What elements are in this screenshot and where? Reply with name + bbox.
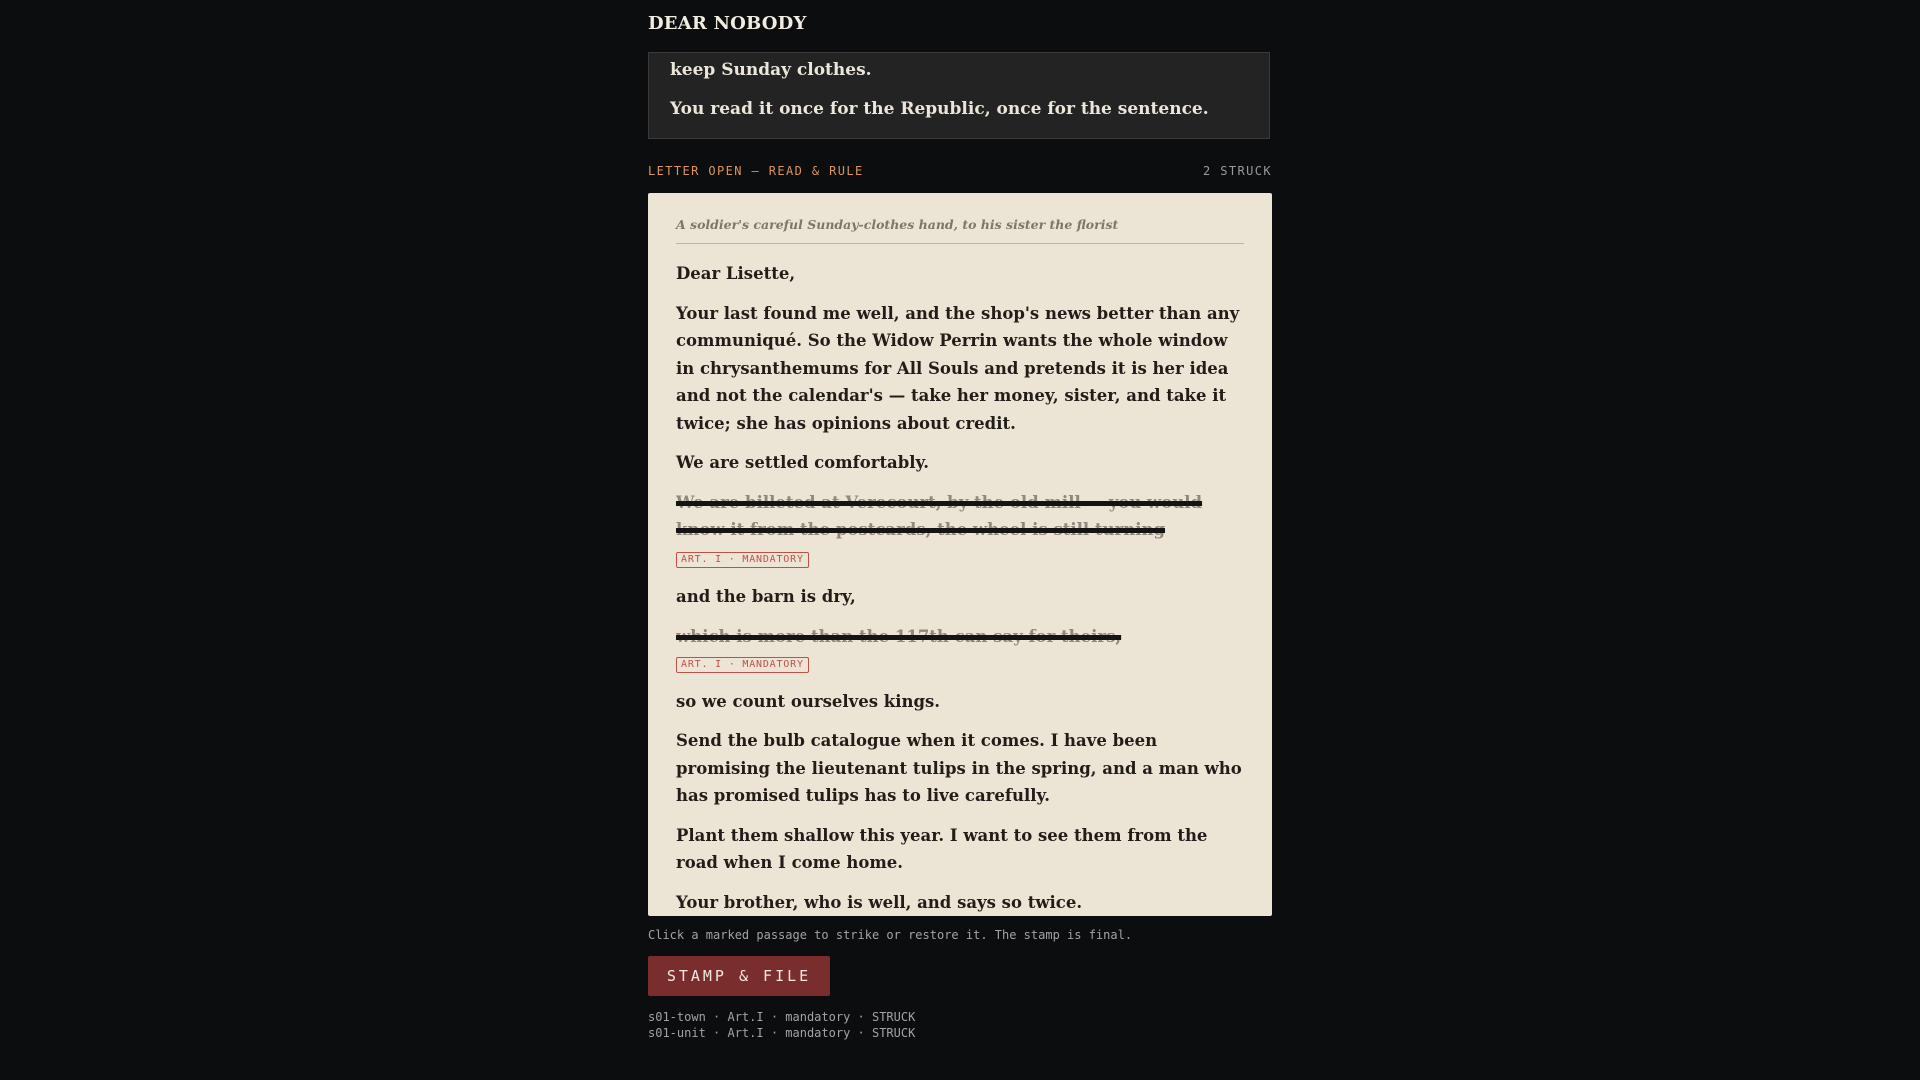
briefing-line-2: You read it once for the Republic, once for the sentence. bbox=[670, 99, 1209, 119]
log-entry: s01-town · Art.I · mandatory · STRUCK bbox=[648, 1010, 916, 1024]
letter-paragraph-2: We are settled comfortably. bbox=[676, 453, 929, 472]
game-title: DEAR NOBODY bbox=[648, 13, 807, 34]
article-tag-town: ART. I · MANDATORY bbox=[676, 552, 809, 568]
struck-passage-unit[interactable]: which is more than the 117th can say for theirs, bbox=[676, 626, 1122, 646]
briefing-line-1: keep Sunday clothes. bbox=[670, 60, 872, 80]
struck-counter bbox=[1203, 164, 1272, 178]
letter-paragraph-6: Plant them shallow this year. I want to see them from the road when I come home. bbox=[676, 825, 1208, 872]
letter-paragraph-4: so we count ourselves kings. bbox=[676, 691, 941, 711]
letter-sheet bbox=[648, 193, 1272, 916]
mode-label: LETTER OPEN — READ & RULE bbox=[648, 164, 864, 178]
instruction-hint: Click a marked passage to strike or restore it. The stamp is final. bbox=[648, 928, 1133, 942]
letter-provenance: A soldier's careful Sunday-clothes hand, to his sister the florist bbox=[676, 217, 1244, 244]
letter-salutation: Dear Lisette, bbox=[676, 264, 796, 283]
letter-paragraph-1: Your last found me well, and the shop's news better than any communiqué. So the Widow Perrin wants the whole window in chrysanthemums for All Souls and pretends it is her idea and not the calendar's — take her money, sister, and take it twice; she has opinions about credit. bbox=[676, 303, 1240, 433]
letter-closing: Your brother, who is well, and says so twice. bbox=[676, 892, 1083, 912]
stamp-and-file-button[interactable]: STAMP & FILE bbox=[648, 956, 830, 996]
letter-paragraph-3: and the barn is dry, bbox=[676, 587, 856, 606]
ruling-log bbox=[648, 1009, 915, 1041]
briefing-panel bbox=[648, 52, 1270, 139]
log-entry: s01-unit · Art.I · mandatory · STRUCK bbox=[648, 1026, 916, 1040]
marked-passage-unit[interactable] bbox=[676, 623, 1250, 678]
struck-passage-town[interactable]: We are billeted at Verecourt, by the old mill — you would know it from the postcards, the wheel is still turning bbox=[676, 492, 1203, 539]
marked-passage-town[interactable] bbox=[676, 489, 1250, 574]
article-tag-unit: ART. I · MANDATORY bbox=[676, 657, 809, 673]
struck-count-label: STRUCK bbox=[1220, 164, 1272, 178]
letter-paragraph-5: Send the bulb catalogue when it comes. I have been promising the lieutenant tulips in the spring, and a man who has promised tulips has to live carefully. bbox=[676, 731, 1242, 805]
letter-body bbox=[676, 260, 1250, 928]
struck-count-value: 2 bbox=[1203, 164, 1212, 178]
